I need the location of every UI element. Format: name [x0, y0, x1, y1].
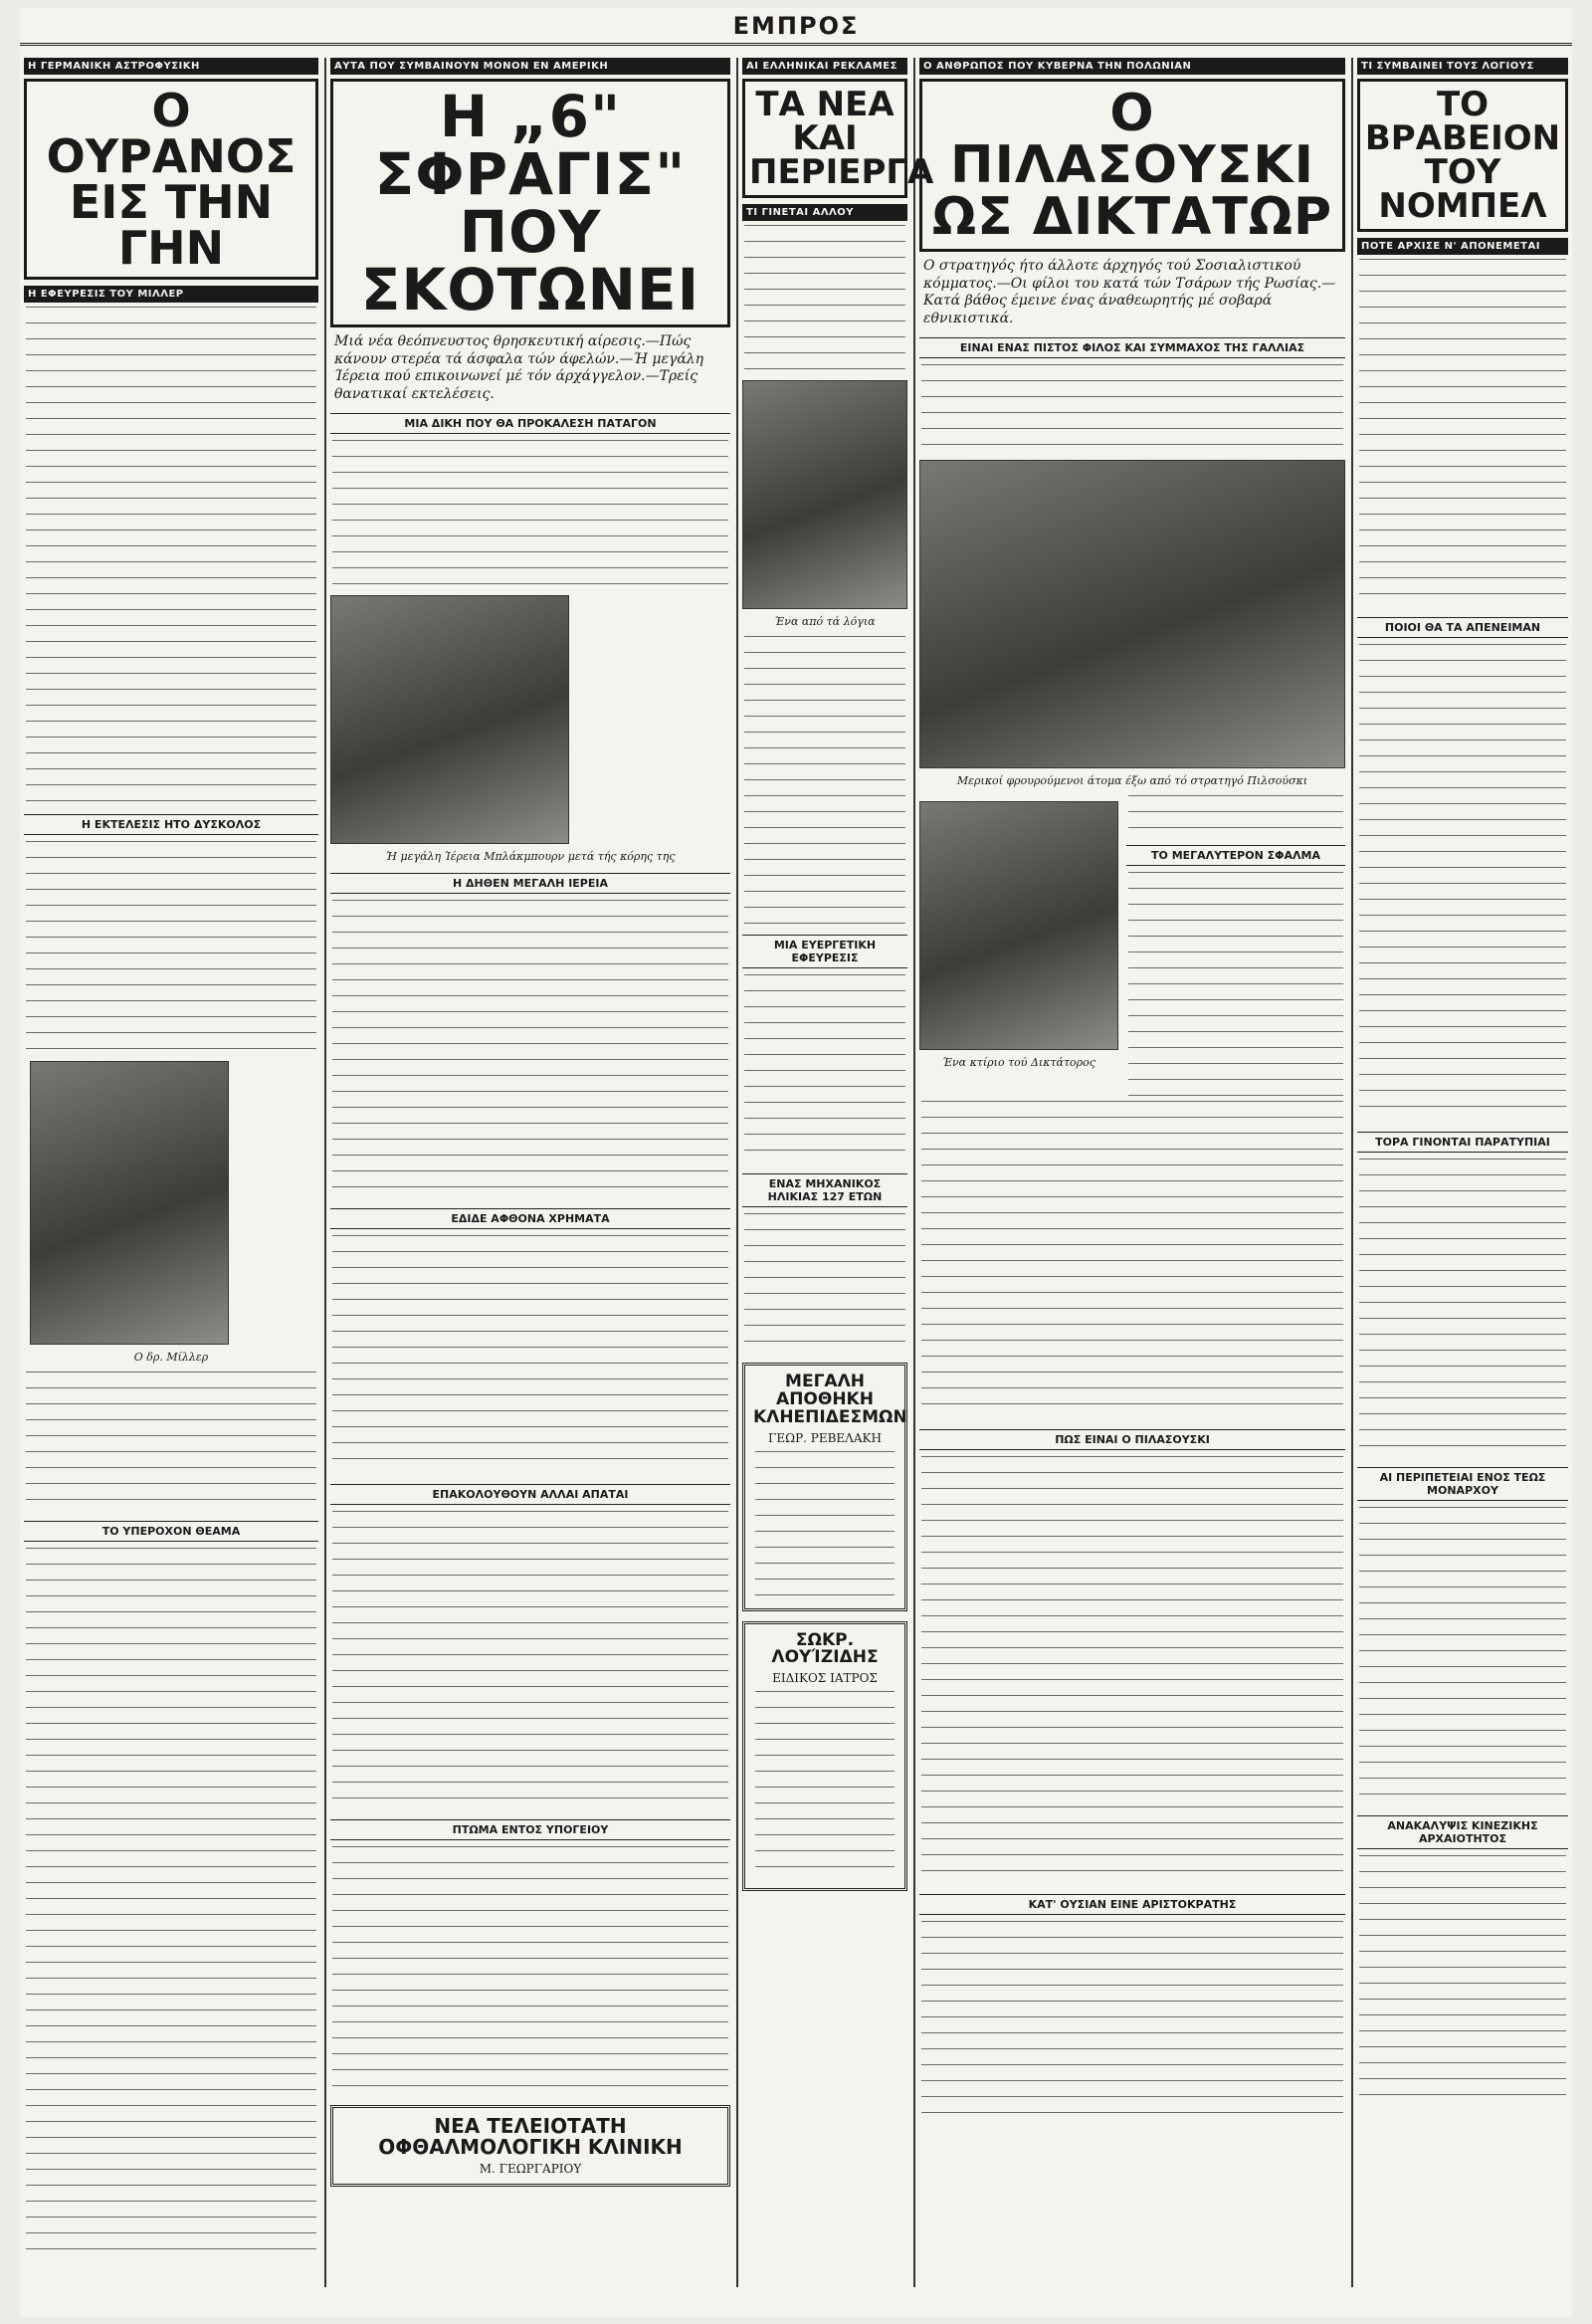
text-block [332, 1846, 728, 2095]
subtitle: Μιά νέα θεόπνευστος θρησκευτική αίρεσις.—Πώς κάνουν στερέα τά άσφαλα τών άφελών.—Ή μεγάλη Ίέρεια πού επικοινωνεί μέ τόν άρχάγγελον.—Τρείς θανατικαί εκτελέσεις. [334, 333, 704, 402]
photo-caption: Ο δρ. Μίλλερ [133, 1351, 209, 1364]
section-heading: ΜΙΑ ΕΥΕΡΓΕΤΙΚΗ ΕΦΕΥΡΕΣΙΣ [742, 935, 907, 968]
advertisement [742, 1621, 907, 1892]
headline: ΤΟ ΒΡΑΒΕΙΟΝ ΤΟΥ ΝΟΜΠΕΛ [1357, 79, 1568, 232]
text-block [921, 1456, 1343, 1884]
text-block [1359, 259, 1566, 607]
section-heading: Η ΔΗΘΕΝ ΜΕΓΑΛΗ ΙΕΡΕΙΑ [330, 873, 730, 894]
text-block [332, 1235, 728, 1474]
section-heading: ΤΟΡΑ ΓΙΝΟΝΤΑΙ ΠΑΡΑΤΥΠΙΑΙ [1357, 1132, 1568, 1153]
portrait-photo [742, 380, 907, 609]
text-block [332, 440, 728, 589]
text-block [744, 225, 905, 374]
masthead-title: ΕΜΠΡΟΣ [732, 12, 860, 40]
kicker: ΤΙ ΣΥΜΒΑΙΝΕΙ ΤΟΥΣ ΛΟΓΙΟΥΣ [1357, 58, 1568, 75]
section-heading: ΕΔΙΔΕ ΑΦΘΟΝΑ ΧΡΗΜΑΤΑ [330, 1208, 730, 1229]
section-heading: ΚΑΤ' ΟΥΣΙΑΝ ΕΙΝΕ ΑΡΙΣΤΟΚΡΑΤΗΣ [919, 1894, 1345, 1915]
photo-row [919, 795, 1345, 1101]
portrait-photo [919, 801, 1118, 1050]
section-heading: ΕΠΑΚΟΛΟΥΘΟΥΝ ΑΛΛΑΙ ΑΠΑΤΑΙ [330, 1484, 730, 1505]
ad-name: ΓΕΩΡ. ΡΕΒΕΛΑΚΗ [768, 1430, 882, 1445]
headline: Ο ΠΙΛΑΣΟΥΣΚΙ ΩΣ ΔΙΚΤΑΤΩΡ [919, 79, 1345, 252]
text-block [744, 1213, 905, 1353]
article-pilsudski [919, 58, 1345, 2297]
article-body [24, 307, 318, 804]
section-heading: Η ΕΚΤΕΛΕΣΙΣ ΗΤΟ ΔΥΣΚΟΛΟΣ [24, 814, 318, 835]
newspaper-page [20, 8, 1572, 2317]
masthead [20, 8, 1572, 46]
section-heading: ΠΤΩΜΑ ΕΝΤΟΣ ΥΠΟΓΕΙΟΥ [330, 1819, 730, 1840]
text-block [1359, 644, 1566, 1122]
section-heading: ΜΙΑ ΔΙΚΗ ΠΟΥ ΘΑ ΠΡΟΚΑΛΕΣΗ ΠΑΤΑΓΟΝ [330, 413, 730, 434]
text-block [921, 1921, 1343, 2120]
group-photo [919, 460, 1345, 768]
text-block [1359, 1159, 1566, 1457]
section-heading: ΕΙΝΑΙ ΕΝΑΣ ΠΙΣΤΟΣ ΦΙΛΟΣ ΚΑΙ ΣΥΜΜΑΧΟΣ ΤΗΣ ΓΑΛΛΙΑΣ [919, 337, 1345, 358]
kicker: ΑΥΤΑ ΠΟΥ ΣΥΜΒΑΙΝΟΥΝ ΜΟΝΟΝ ΕΝ ΑΜΕΡΙΚΗ [330, 58, 730, 75]
text-block [26, 307, 316, 804]
ad-name: Μ. ΓΕΩΡΓΑΡΙΟΥ [479, 2162, 582, 2176]
text-block [332, 1511, 728, 1809]
article-nea-periergaa [742, 58, 934, 2297]
section-heading: ΠΩΣ ΕΙΝΑΙ Ο ΠΙΛΑΣΟΥΣΚΙ [919, 1429, 1345, 1450]
section-heading: ΑΝΑΚΑΛΥΨΙΣ ΚΙΝΕΖΙΚΗΣ ΑΡΧΑΙΟΤΗΤΟΣ [1357, 1815, 1568, 1849]
priestess-photo [330, 595, 569, 844]
column-rule [913, 58, 915, 2287]
ad-title: ΜΕΓΑΛΗ ΑΠΟΘΗΚΗ ΚΛΗΕΠΙΔΕΣΜΩΝ [753, 1372, 907, 1427]
subkicker: Η ΕΦΕΥΡΕΣΙΣ ΤΟΥ ΜΙΛΛΕΡ [24, 286, 318, 303]
kicker: ΑΙ ΕΛΛΗΝΙΚΑΙ ΡΕΚΛΑΜΕΣ [742, 58, 907, 75]
kicker: Η ΓΕΡΜΑΝΙΚΗ ΑΣΤΡΟΦΥΣΙΚΗ [24, 58, 318, 75]
text-block [1128, 795, 1343, 835]
column-rule [1351, 58, 1353, 2287]
article-ouranos [24, 58, 318, 2297]
section-heading: ΤΟ ΜΕΓΑΛΥΤΕΡΟΝ ΣΦΑΛΜΑ [1126, 845, 1345, 866]
photo-block [919, 795, 1118, 1101]
text-block [26, 841, 316, 1055]
section-heading: ΤΟ ΥΠΕΡΟΧΟΝ ΘΕΑΜΑ [24, 1521, 318, 1542]
text-block [26, 1372, 316, 1511]
photo-caption: Μερικοί φρουρούμενοι άτομα έξω από τό στρατηγό Πιλσούσκι [956, 774, 1308, 787]
subtitle: Ο στρατηγός ήτο άλλοτε άρχηγός τού Σοσιαλιστικού κόμματος.—Οι φίλοι του κατά τών Τσάρων τής Ρωσίας.—Κατά βάθος έμεινε ένας άναθεωρητής μέ σοβαρά εθνικιστικά. [923, 258, 1336, 326]
article-nobel [1357, 58, 1568, 2297]
subkicker: ΠΟΤΕ ΑΡΧΙΣΕ Ν' ΑΠΟΝΕΜΕΤΑΙ [1357, 238, 1568, 255]
text-block [755, 1691, 895, 1880]
text-block [744, 636, 905, 925]
ad-title: ΝΕΑ ΤΕΛΕΙΟΤΑΤΗ ΟΦΘΑΛΜΟΛΟΓΙΚΗ ΚΛΙΝΙΚΗ [378, 2114, 683, 2159]
article-sfragis [330, 58, 730, 2297]
column-rule [324, 58, 326, 2287]
section-heading: ΑΙ ΠΕΡΙΠΕΤΕΙΑΙ ΕΝΟΣ ΤΕΩΣ ΜΟΝΑΡΧΟΥ [1357, 1467, 1568, 1501]
text-block [26, 1548, 316, 2264]
text-block [755, 1451, 895, 1600]
section-heading: ΠΟΙΟΙ ΘΑ ΤΑ ΑΠΕΝΕΙΜΑΝ [1357, 617, 1568, 638]
photo-caption: Ένα κτίριο τού Δικτάτορος [942, 1056, 1095, 1069]
headline: Η „6" ΣΦΡΑΓΙΣ" ΠΟΥ ΣΚΟΤΩΝΕΙ [330, 79, 730, 327]
text-block [921, 1101, 1343, 1419]
text-block [1126, 795, 1345, 1101]
section-heading: ΕΝΑΣ ΜΗΧΑΝΙΚΟΣ ΗΛΙΚΙΑΣ 127 ΕΤΩΝ [742, 1173, 907, 1207]
kicker: Ο ΑΝΘΡΩΠΟΣ ΠΟΥ ΚΥΒΕΡΝΑ ΤΗΝ ΠΟΛΩΝΙΑΝ [919, 58, 1345, 75]
text-block [921, 364, 1343, 454]
subkicker: ΤΙ ΓΙΝΕΤΑΙ ΑΛΛΟΥ [742, 204, 907, 221]
portrait-photo [30, 1061, 229, 1345]
headline: Ο ΟΥΡΑΝΟΣ ΕΙΣ ΤΗΝ ΓΗΝ [24, 79, 318, 280]
headline: ΤΑ ΝΕΑ ΚΑΙ ΠΕΡΙΕΡΓΑ [742, 79, 907, 198]
advertisement [742, 1363, 907, 1611]
text-block [1128, 872, 1343, 1101]
text-block [1359, 1855, 1566, 2104]
photo-caption: Ή μεγάλη Ίέρεια Μπλάκμπουρν μετά τής κόρης της [385, 850, 676, 863]
column-rule [736, 58, 738, 2287]
photo-caption: Ένα από τά λόγια [774, 615, 876, 628]
advertisement [330, 2105, 730, 2187]
text-block [744, 974, 905, 1163]
text-block [1359, 1507, 1566, 1805]
ad-subtitle: ΕΙΔΙΚΟΣ ΙΑΤΡΟΣ [772, 1671, 878, 1686]
text-block [332, 900, 728, 1198]
ad-title: ΣΩΚΡ. ΛΟΥΊΖΙΔΗΣ [771, 1629, 879, 1668]
